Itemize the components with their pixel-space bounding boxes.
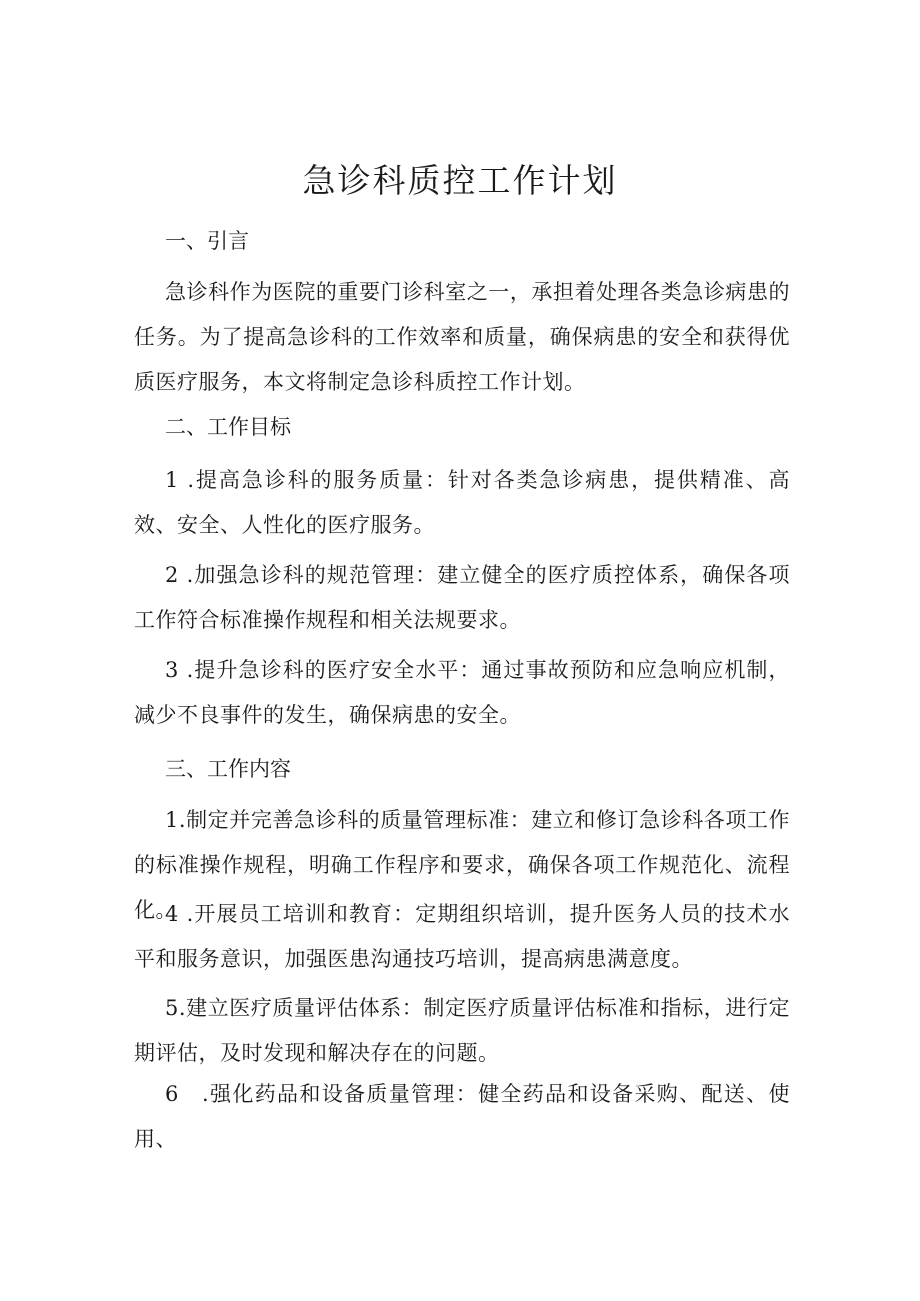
goal-item-1: 1 .提高急诊科的服务质量：针对各类急诊病患，提供精准、高效、安全、人性化的医疗服务。 xyxy=(134,468,790,537)
intro-paragraph: 急诊科作为医院的重要门诊科室之一，承担着处理各类急诊病患的任务。为了提高急诊科的工作效率和质量，确保病患的安全和获得优质医疗服务，本文将制定急诊科质控工作计划。 xyxy=(134,280,790,394)
content-item-1: 1.制定并完善急诊科的质量管理标准：建立和修订急诊科各项工作的标准操作规程，明确工作程序和要求，确保各项工作规范化、流程化。 xyxy=(134,808,790,922)
goal-item-2: 2 .加强急诊科的规范管理：建立健全的医疗质控体系，确保各项工作符合标准操作规程和相关法规要求。 xyxy=(134,563,790,632)
document-title: 急诊科质控工作计划 xyxy=(302,161,618,200)
content-item-5: 5.建立医疗质量评估体系：制定医疗质量评估标准和指标，进行定期评估，及时发现和解决存在的问题。 xyxy=(134,996,790,1065)
section-heading-content: 三、工作内容 xyxy=(165,757,291,781)
content-item-6: 6 .强化药品和设备质量管理：健全药品和设备采购、配送、使用、 xyxy=(134,1082,790,1151)
content-item-4: 4 .开展员工培训和教育：定期组织培训，提升医务人员的技术水平和服务意识，加强医患沟通技巧培训，提高病患满意度。 xyxy=(134,902,790,971)
section-heading-goals: 二、工作目标 xyxy=(165,415,291,439)
goal-item-3: 3 .提升急诊科的医疗安全水平：通过事故预防和应急响应机制，减少不良事件的发生，确保病患的安全。 xyxy=(134,658,790,727)
section-heading-intro: 一、引言 xyxy=(165,229,249,253)
